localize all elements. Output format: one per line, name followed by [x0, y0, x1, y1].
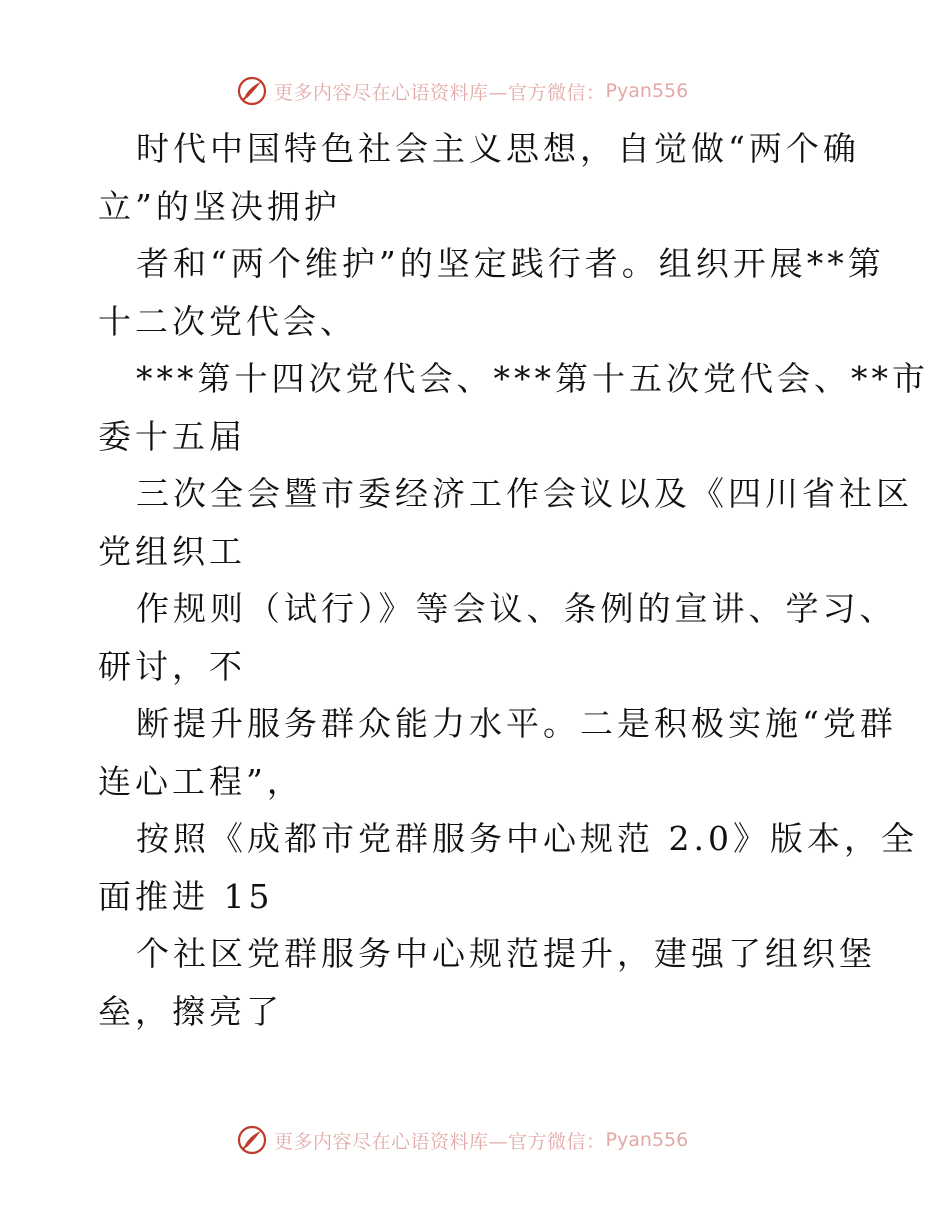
brush-pen-logo-icon	[236, 1124, 268, 1156]
brush-pen-logo-icon	[236, 75, 268, 107]
text-line: 三次全会暨市委经济工作会议以及《四川省社区	[136, 474, 913, 513]
text-line: 按照《成都市党群服务中心规范 2.0》版本，全	[136, 819, 918, 858]
footer-watermark	[236, 1123, 688, 1157]
text-line: 时代中国特色社会主义思想，自觉做“两个确	[136, 129, 860, 168]
text-line: 个社区党群服务中心规范提升，建强了组织堡	[136, 934, 876, 973]
text-line: 委十五届	[98, 416, 246, 456]
text-line: ***第十四次党代会、***第十五次党代会、**市	[136, 359, 929, 398]
text-line: 十二次党代会、	[98, 301, 357, 341]
text-line: 者和“两个维护”的坚定践行者。组织开展**第	[136, 244, 885, 283]
watermark-wechat-id: Pyan556	[605, 80, 689, 102]
text-line: 连心工程”，	[98, 761, 304, 801]
watermark-wechat-id: Pyan556	[605, 1129, 689, 1151]
text-line: 垒，擦亮了	[98, 991, 283, 1031]
header-watermark	[236, 74, 688, 108]
text-line: 作规则（试行）》等会议、条例的宣讲、学习、	[136, 589, 897, 628]
text-line: 党组织工	[98, 531, 246, 571]
text-line: 断提升服务群众能力水平。二是积极实施“党群	[136, 704, 897, 743]
watermark-text: 更多内容尽在心语资料库—官方微信：	[274, 81, 606, 104]
text-line: 研讨，不	[98, 646, 246, 686]
document-body	[98, 120, 929, 1040]
text-line: 面推进 15	[98, 876, 274, 916]
watermark-text: 更多内容尽在心语资料库—官方微信：	[274, 1130, 606, 1153]
text-line: 立”的坚决拥护	[98, 186, 341, 226]
